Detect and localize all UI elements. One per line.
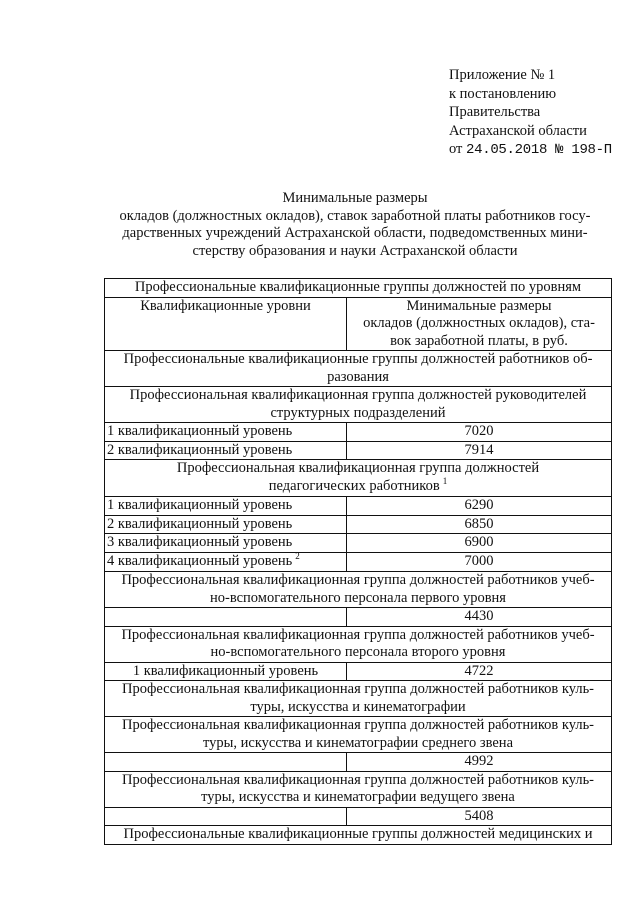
- resolution-number-stamp: 24.05.2018 № 198-П: [466, 142, 612, 159]
- appendix-line-5: [449, 140, 634, 160]
- col-salary-header-line-3: вок заработной платы, в руб.: [390, 332, 568, 349]
- salary-value: 4430: [347, 608, 612, 627]
- table-row: [105, 662, 612, 681]
- table-row: [105, 515, 612, 534]
- group-culture: [105, 681, 612, 717]
- appendix-line-2: к постановлению: [449, 85, 557, 102]
- level-label: 2 квалификационный уровень: [105, 515, 347, 534]
- group-line: Профессиональная квалификационная группа должностей работников куль-: [121, 681, 595, 697]
- salary-value: 4722: [347, 662, 612, 681]
- level-label-empty: [105, 807, 347, 826]
- group-row: [105, 826, 612, 845]
- group-row: [105, 717, 612, 753]
- title-line-1: Минимальные размеры: [282, 190, 428, 206]
- salary-value: 5408: [347, 807, 612, 826]
- level-label: 2 квалификационный уровень: [105, 441, 347, 460]
- group-support-staff-1: [105, 572, 612, 608]
- table-row: [105, 807, 612, 826]
- group-line: Профессиональная квалификационная группа должностей работников учеб-: [121, 626, 595, 643]
- group-line: Профессиональные квалификационные группы должностей работников об-: [123, 351, 593, 367]
- group-line: но-вспомогательного персонала первого уровня: [210, 589, 506, 606]
- footnote-marker: 2: [295, 552, 300, 561]
- group-line: но-вспомогательного персонала второго уровня: [210, 644, 506, 660]
- appendix-line-3: Правительства: [449, 104, 541, 121]
- group-line-text: педагогических работников: [268, 477, 440, 494]
- group-education: [105, 351, 612, 387]
- table-row: [105, 608, 612, 627]
- footnote-marker: 1: [442, 475, 448, 486]
- level-label: 1 квалификационный уровень: [105, 662, 347, 681]
- group-row: [105, 387, 612, 423]
- salary-value: 6290: [347, 497, 612, 516]
- col-salary-header-line-2: окладов (должностных окладов), ста-: [363, 315, 595, 331]
- group-culture-leading: [105, 771, 612, 807]
- group-support-staff-2: [105, 626, 612, 662]
- appendix-line-1: Приложение № 1: [449, 67, 556, 83]
- table-row: [105, 423, 612, 442]
- salary-table: [104, 278, 612, 845]
- salary-value: 7914: [347, 441, 612, 460]
- group-row: [105, 771, 612, 807]
- table-row: [105, 753, 612, 772]
- group-row: [105, 351, 612, 387]
- title-line-3: дарственных учреждений Астраханской области, подведомственных мини-: [122, 225, 588, 241]
- title-line-2: окладов (должностных окладов), ставок заработной платы работников госу-: [119, 207, 591, 224]
- group-line: Профессиональная квалификационная группа должностей работников куль-: [121, 771, 595, 788]
- appendix-block: [449, 66, 634, 160]
- group-heads-of-units: [105, 387, 612, 423]
- group-line: структурных подразделений: [270, 404, 446, 421]
- col-salary-header: [347, 297, 612, 351]
- level-label-with-footnote: [105, 552, 347, 572]
- salary-value: 6900: [347, 534, 612, 553]
- group-line: Профессиональная квалификационная группа должностей работников учеб-: [121, 572, 595, 588]
- table-row: [105, 552, 612, 572]
- group-line: разования: [327, 368, 389, 385]
- group-pedagogical: [105, 460, 612, 497]
- level-label: 3 квалификационный уровень: [105, 534, 347, 553]
- table-header-row: [105, 279, 612, 298]
- document-title: [100, 190, 610, 260]
- level-label: 1 квалификационный уровень: [105, 423, 347, 442]
- group-line: Профессиональная квалификационная группа должностей работников куль-: [121, 717, 595, 733]
- group-row: [105, 460, 612, 497]
- title-line-4: стерству образования и науки Астраханской области: [192, 242, 518, 259]
- salary-value: 6850: [347, 515, 612, 534]
- table-row: [105, 441, 612, 460]
- salary-value: 4992: [347, 753, 612, 772]
- col-salary-header-line-1: Минимальные размеры: [406, 297, 552, 314]
- group-row: [105, 681, 612, 717]
- group-line: Профессиональная квалификационная группа должностей руководителей: [129, 387, 587, 403]
- level-label-empty: [105, 753, 347, 772]
- group-medical: Профессиональные квалификационные группы должностей медицинских и: [105, 826, 612, 845]
- group-line: туры, искусства и кинематографии ведущего звена: [201, 789, 515, 805]
- col-levels-header: Квалификационные уровни: [105, 297, 347, 351]
- appendix-line-4: Астраханской области: [449, 122, 587, 139]
- group-line: [107, 475, 609, 497]
- table-row: [105, 497, 612, 516]
- group-row: [105, 572, 612, 608]
- level-label: 4 квалификационный уровень: [107, 552, 293, 569]
- salary-value: 7020: [347, 423, 612, 442]
- appendix-date-prefix: от: [449, 141, 467, 158]
- table-main-header: Профессиональные квалификационные группы должностей по уровням: [105, 279, 612, 298]
- group-line: туры, искусства и кинематографии: [250, 698, 466, 715]
- level-label-empty: [105, 608, 347, 627]
- level-label: 1 квалификационный уровень: [105, 497, 347, 516]
- column-header-row: [105, 297, 612, 351]
- group-row: [105, 626, 612, 662]
- table-row: [105, 534, 612, 553]
- salary-value: 7000: [347, 552, 612, 572]
- group-line: туры, искусства и кинематографии среднего звена: [202, 734, 514, 751]
- group-culture-middle: [105, 717, 612, 753]
- group-line: Профессиональная квалификационная группа должностей: [176, 460, 540, 476]
